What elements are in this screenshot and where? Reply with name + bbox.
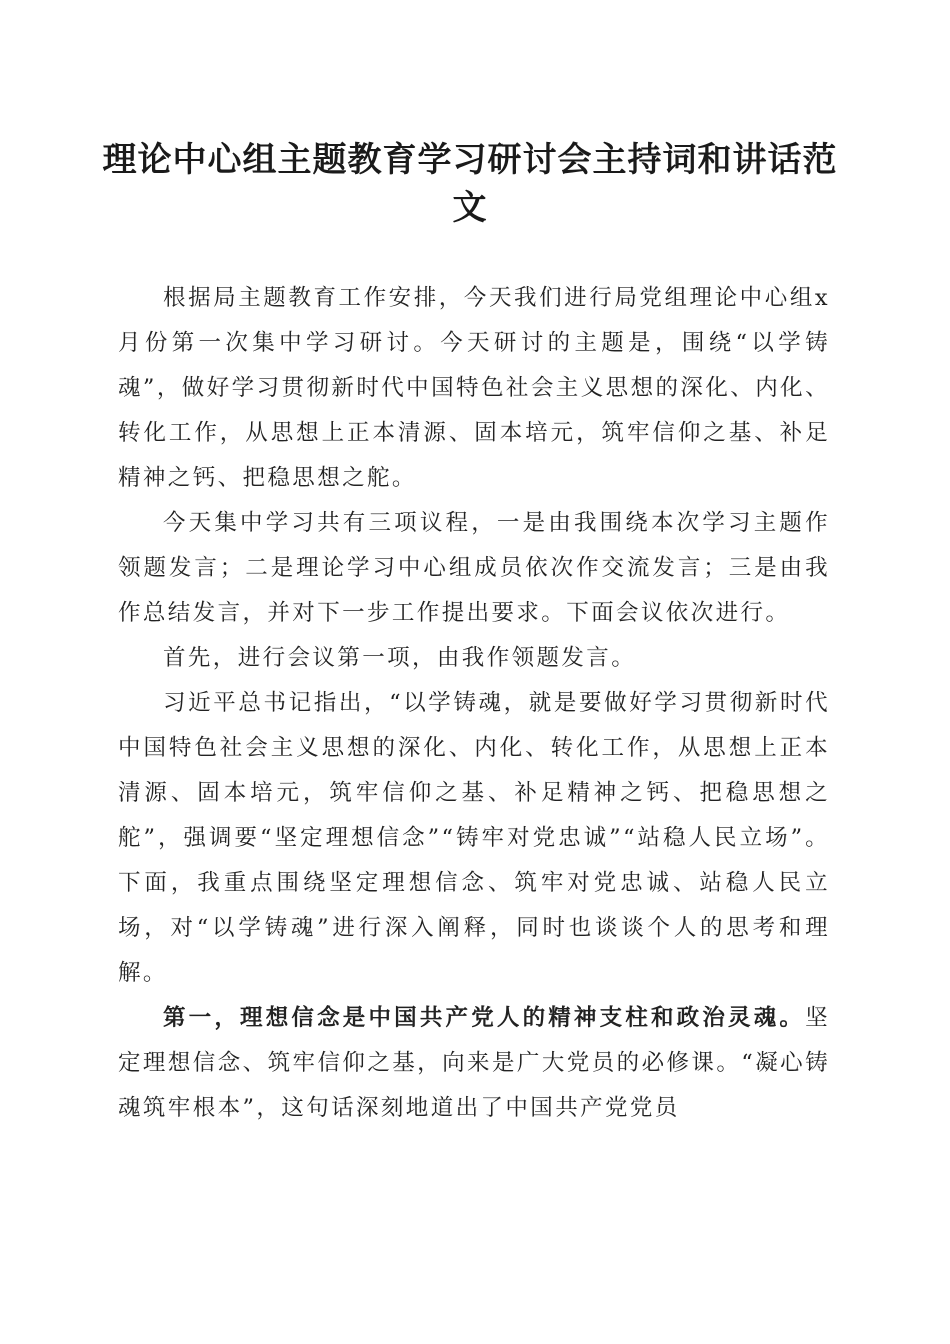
paragraph-5-text: 坚定理想信念、筑牢信仰之基，向来是广大党员的必修课。“凝心铸魂筑牢根本”，这句话深刻地道出了中国共产党党员 [118,1005,830,1121]
paragraph-4: 习近平总书记指出，“以学铸魂，就是要做好学习贯彻新时代中国特色社会主义思想的深化、内化、转化工作，从思想上正本清源、固本培元，筑牢信仰之基、补足精神之钙、把稳思想之舵”，强调要“坚定理想信念”“铸牢对党忠诚”“站稳人民立场”。下面，我重点围绕坚定理想信念、筑牢对党忠诚、站稳人民立场，对“以学铸魂”进行深入阐释，同时也谈谈个人的思考和理解。 [118,690,830,986]
paragraph-5-bold-lead: 第一，理想信念是中国共产党人的精神支柱和政治灵魂。 [163,1005,806,1031]
document-title: 理论中心组主题教育学习研讨会主持词和讲话范文 [102,140,838,228]
document-body [118,276,830,1131]
paragraph-5 [118,996,830,1131]
paragraph-1: 根据局主题教育工作安排，今天我们进行局党组理论中心组x月份第一次集中学习研讨。今天研讨的主题是，围绕“以学铸魂”，做好学习贯彻新时代中国特色社会主义思想的深化、内化、转化工作，从思想上正本清源、固本培元，筑牢信仰之基、补足精神之钙、把稳思想之舵。 [118,285,830,491]
paragraph-2: 今天集中学习共有三项议程，一是由我围绕本次学习主题作领题发言；二是理论学习中心组成员依次作交流发言；三是由我作总结发言，并对下一步工作提出要求。下面会议依次进行。 [118,510,830,626]
paragraph-3: 首先，进行会议第一项，由我作领题发言。 [163,645,637,671]
